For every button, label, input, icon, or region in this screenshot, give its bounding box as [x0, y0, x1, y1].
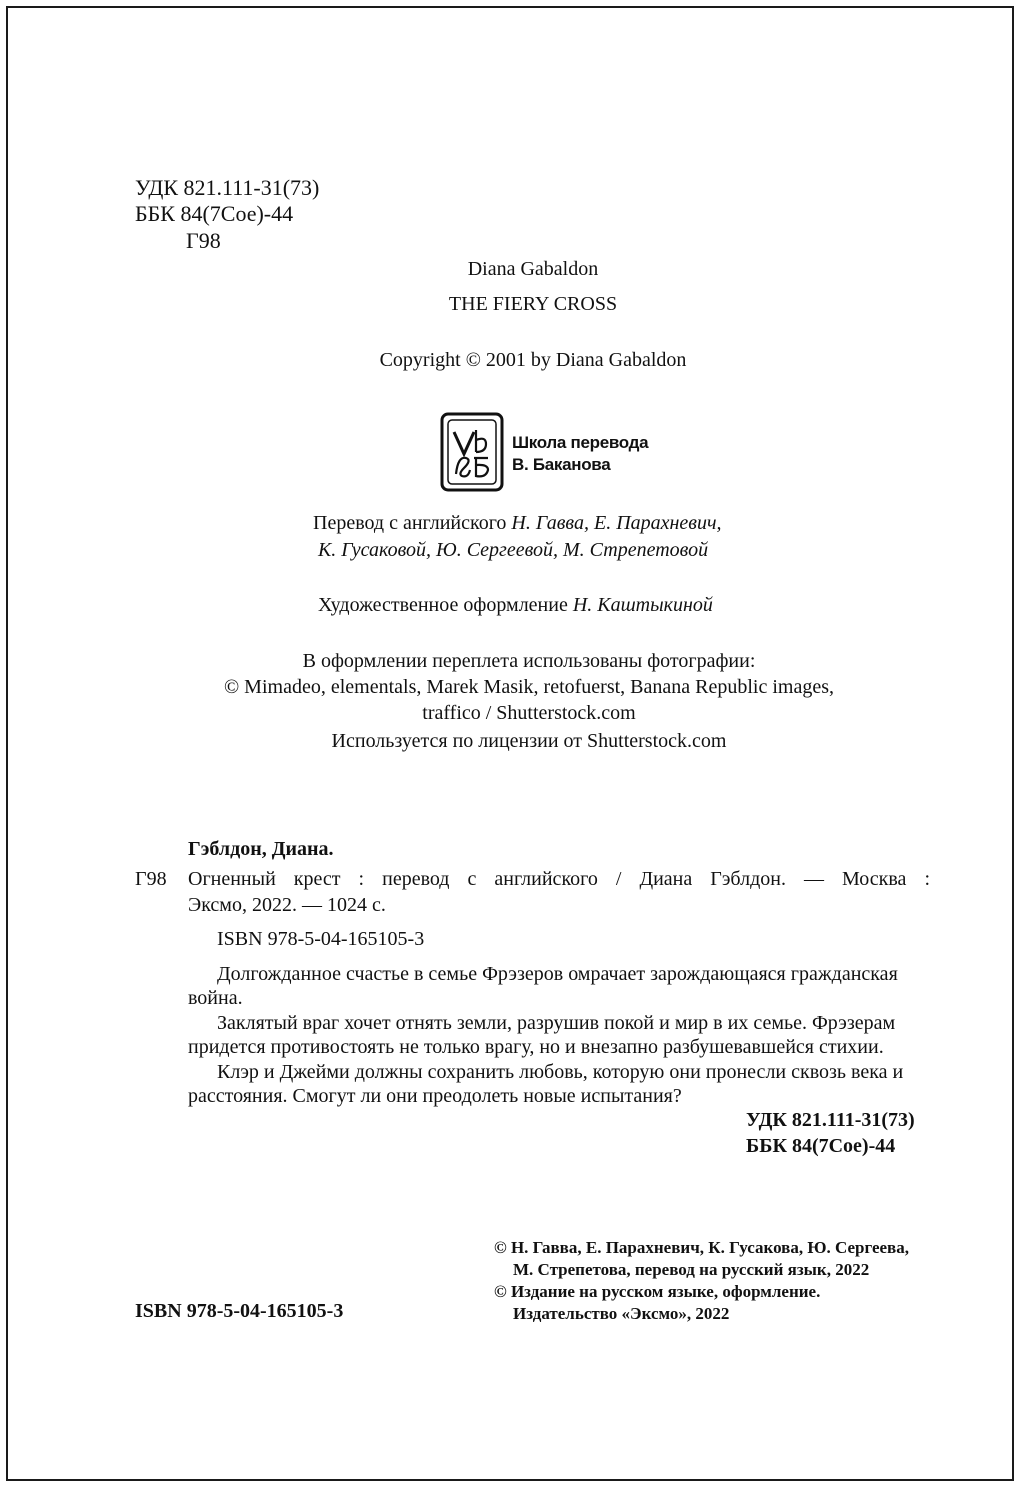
translation-line1: [313, 510, 722, 536]
isbn-bottom: ISBN 978-5-04-165105-3: [135, 1300, 344, 1322]
bib-publication: Эксмо, 2022. — 1024 с.: [188, 894, 386, 916]
udk-top: УДК 821.111-31(73): [135, 175, 320, 200]
copyright-en: Copyright © 2001 by Diana Gabaldon: [379, 349, 687, 371]
annotation-line: война.: [188, 987, 243, 1009]
annotation-line: придется противостоять не только врагу, но и внезапно разбушевавшейся стихии.: [188, 1036, 884, 1058]
annotation-line: Заклятый враг хочет отнять земли, разрушив покой и мир в их семье. Фрэзерам: [217, 1012, 896, 1034]
author-en: Diana Gabaldon: [467, 258, 599, 280]
bib-title-word: Огненный: [188, 868, 276, 890]
art-design: [318, 592, 713, 618]
bib-title-word: Диана: [639, 868, 693, 890]
school-logo-icon: [440, 412, 504, 492]
bib-title-word: английского: [494, 868, 598, 890]
bib-title-word: —: [803, 868, 824, 890]
bib-mark: Г98: [135, 868, 167, 890]
translation-names-2: К. Гусаковой, Ю. Сергеевой, М. Стрепетовой: [318, 539, 709, 561]
copyright-ru-line: М. Стрепетова, перевод на русский язык, 2022: [513, 1260, 870, 1279]
translation-prefix: Перевод с английского: [313, 512, 512, 534]
copyright-ru-line: Издательство «Эксмо», 2022: [513, 1304, 730, 1323]
bib-title-word: Гэблдон.: [710, 868, 786, 890]
bib-udk: УДК 821.111-31(73): [746, 1109, 915, 1131]
bbk-top: ББК 84(7Сое)-44: [135, 201, 294, 226]
author-mark-top: Г98: [186, 228, 221, 253]
bib-title-word: /: [615, 868, 622, 890]
bib-isbn: ISBN 978-5-04-165105-3: [217, 928, 425, 950]
bib-author: Гэблдон, Диана.: [188, 838, 334, 860]
photos-line2: © Mimadeo, elementals, Marek Masik, retofuerst, Banana Republic images,: [223, 676, 835, 698]
bib-title-line: [188, 866, 930, 892]
bib-title-word: :: [924, 868, 930, 890]
photos-line4: Используется по лицензии от Shutterstock.com: [331, 730, 727, 752]
school-logo-text: [512, 432, 648, 476]
copyright-ru-line: © Издание на русском языке, оформление.: [494, 1282, 821, 1301]
school-logo: [440, 412, 504, 492]
copyright-ru-line: © Н. Гавва, Е. Парахневич, К. Гусакова, Ю. Сергеева,: [494, 1238, 909, 1257]
bib-title-word: крест: [293, 868, 341, 890]
school-logo-line1: Школа перевода: [512, 433, 649, 452]
bib-title-word: с: [467, 868, 477, 890]
annotation-line: расстояния. Смогут ли они преодолеть новые испытания?: [188, 1085, 682, 1107]
translation-names-1: Н. Гавва, Е. Парахневич,: [511, 512, 722, 534]
bib-title-word: перевод: [382, 868, 450, 890]
bib-title-word: Москва: [841, 868, 907, 890]
school-logo-line2: В. Баканова: [512, 455, 611, 474]
title-en: THE FIERY CROSS: [448, 293, 618, 315]
art-design-prefix: Художественное оформление: [318, 594, 573, 616]
annotation-line: Клэр и Джейми должны сохранить любовь, которую они пронесли сквозь века и: [217, 1061, 904, 1083]
photos-line1: В оформлении переплета использованы фотографии:: [302, 650, 756, 672]
photos-line3: traffico / Shutterstock.com: [422, 702, 636, 724]
annotation-line: Долгожданное счастье в семье Фрэзеров омрачает зарождающаяся гражданская: [217, 963, 898, 985]
bib-bbk: ББК 84(7Сое)-44: [746, 1135, 896, 1157]
art-design-name: Н. Каштыкиной: [572, 594, 713, 616]
bib-title-word: :: [358, 868, 365, 890]
